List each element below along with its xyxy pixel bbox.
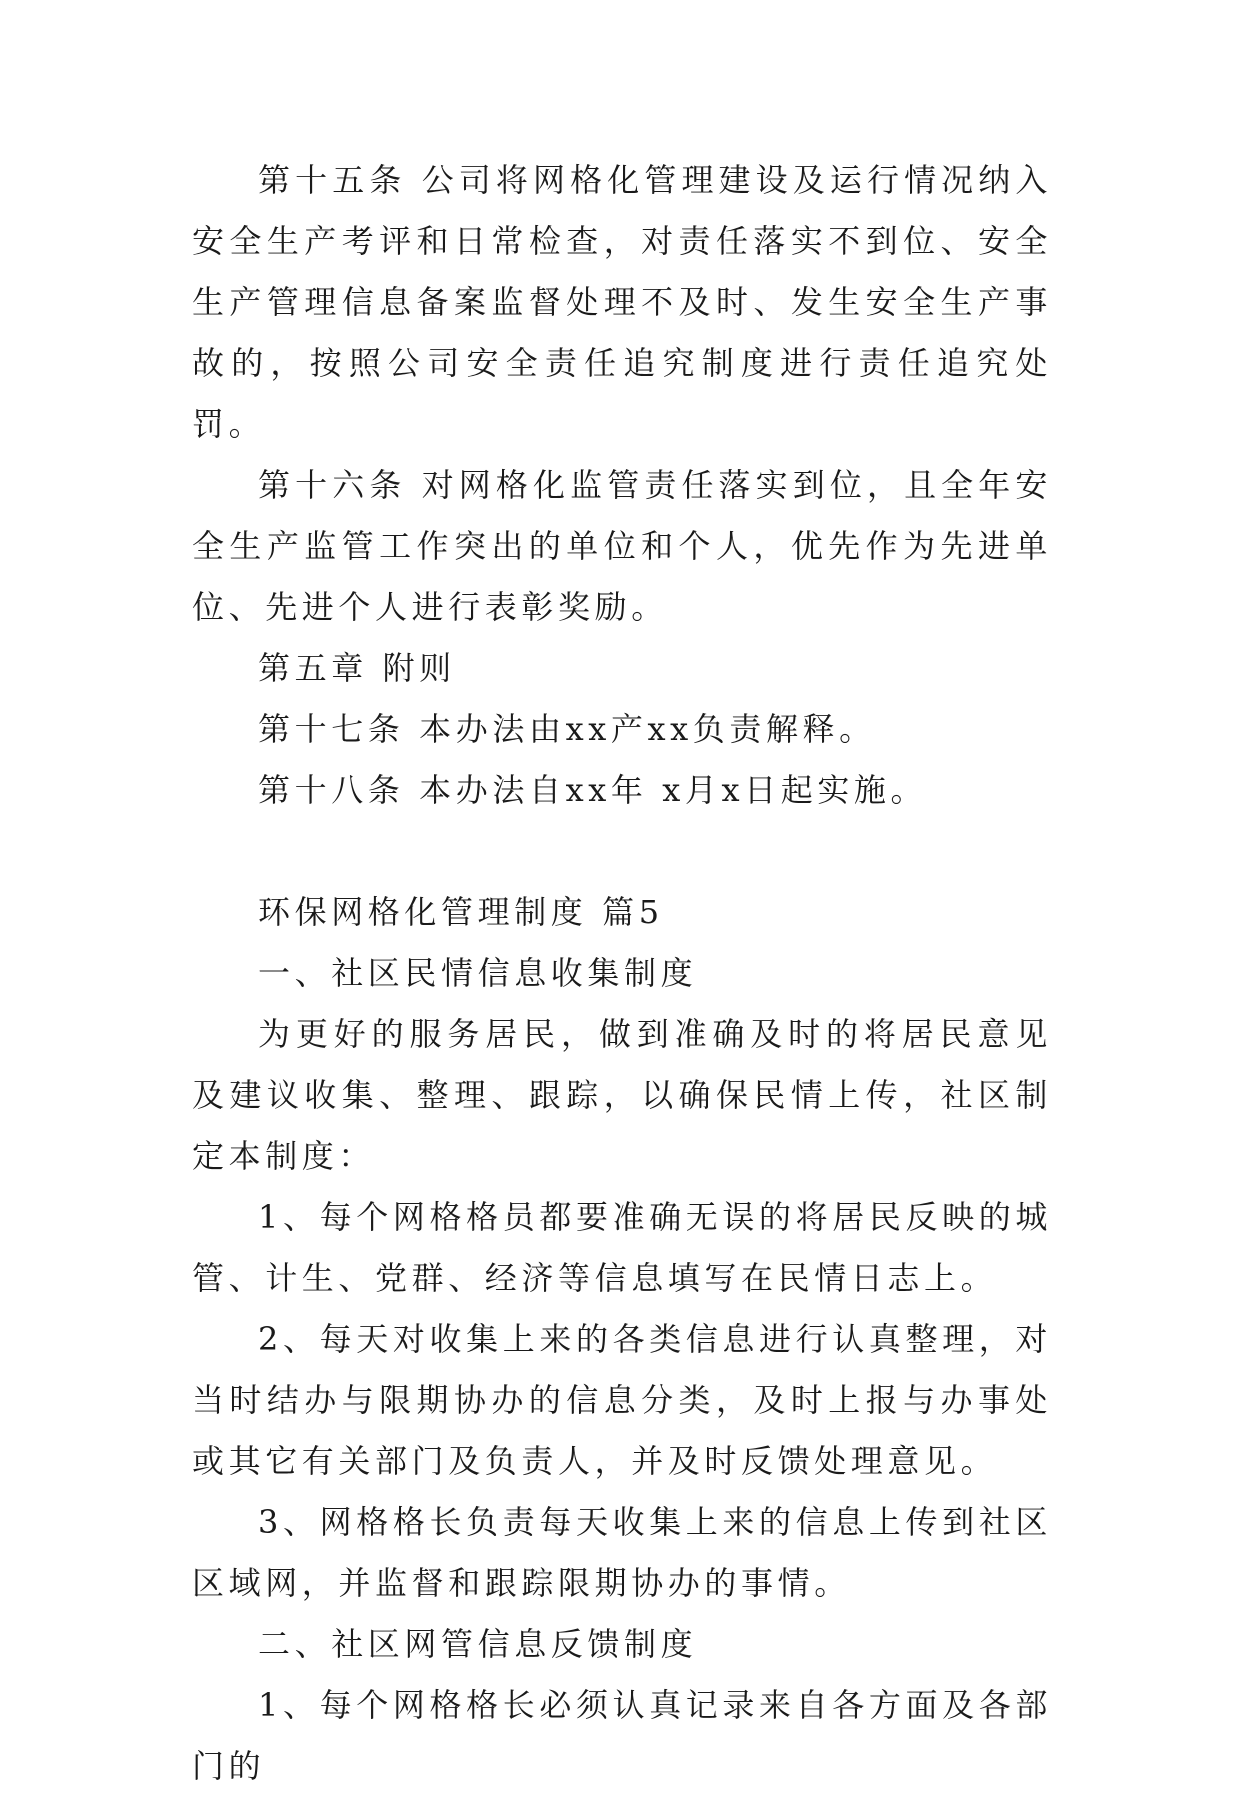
blank-line — [192, 821, 1052, 882]
section-heading-2: 二、社区网管信息反馈制度 — [258, 1625, 698, 1663]
paragraph-article-16: 第十六条 对网格化监管责任落实到位，且全年安全生产监管工作突出的单位和个人，优先作为先进单位、先进个人进行表彰奖励。 — [192, 466, 1052, 626]
paragraph-intro: 为更好的服务居民，做到准确及时的将居民意见及建议收集、整理、跟踪，以确保民情上传，社区制定本制度： — [192, 1015, 1052, 1175]
list-item-3: 3、网格格长负责每天收集上来的信息上传到社区区域网，并监督和跟踪限期协办的事情。 — [192, 1503, 1052, 1602]
list-item-2: 2、每天对收集上来的各类信息进行认真整理，对当时结办与限期协办的信息分类，及时上报与办事处或其它有关部门及负责人，并及时反馈处理意见。 — [192, 1320, 1052, 1480]
document-page — [192, 150, 1052, 1797]
section-title: 环保网格化管理制度 篇5 — [258, 893, 664, 931]
section-heading-1: 一、社区民情信息收集制度 — [258, 954, 698, 992]
paragraph-article-18: 第十八条 本办法自xx年 x月x日起实施。 — [258, 771, 928, 809]
list-item-4: 1、每个网格格长必须认真记录来自各方面及各部门的 — [192, 1686, 1052, 1785]
list-item-1: 1、每个网格格员都要准确无误的将居民反映的城管、计生、党群、经济等信息填写在民情日志上。 — [192, 1198, 1052, 1297]
paragraph-article-17: 第十七条 本办法由xx产xx负责解释。 — [258, 710, 876, 748]
chapter-heading: 第五章 附则 — [258, 649, 456, 687]
paragraph-article-15: 第十五条 公司将网格化管理建设及运行情况纳入安全生产考评和日常检查，对责任落实不到位、安全生产管理信息备案监督处理不及时、发生安全生产事故的，按照公司安全责任追究制度进行责任追究处罚。 — [192, 161, 1052, 443]
